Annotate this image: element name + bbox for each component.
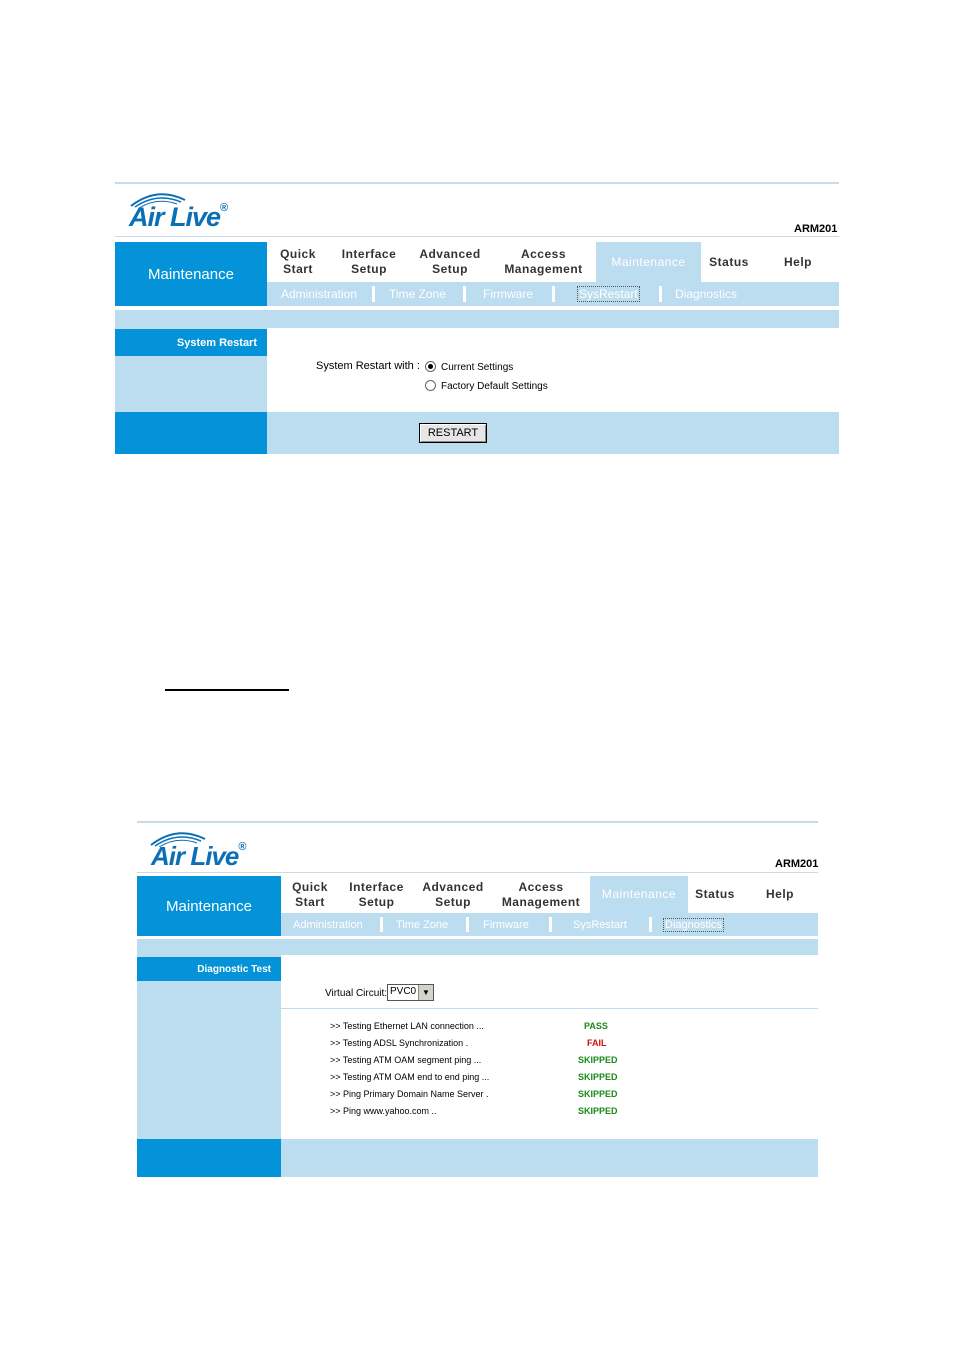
chevron-down-icon: ▼ <box>418 985 433 1000</box>
spacer-band <box>115 310 839 328</box>
radio-current-settings[interactable] <box>425 361 436 372</box>
nav-quick-start[interactable]: Quick Start <box>280 247 316 276</box>
model-name: ARM201 <box>794 223 838 235</box>
top-border <box>115 182 839 184</box>
header-divider <box>115 236 839 237</box>
nav-access-management[interactable]: Access Management <box>504 247 583 276</box>
subnav-diagnostics[interactable]: Diagnostics <box>675 287 738 301</box>
subnav-firmware[interactable]: Firmware <box>483 287 533 301</box>
test-result: SKIPPED <box>578 1106 618 1116</box>
test-name: >> Ping www.yahoo.com .. <box>330 1106 437 1116</box>
test-name: >> Testing ATM OAM segment ping ... <box>330 1055 482 1065</box>
subnav-divider <box>552 286 555 302</box>
test-name: >> Testing ATM OAM end to end ping ... <box>330 1072 490 1082</box>
test-result: PASS <box>584 1021 608 1031</box>
subnav-administration[interactable]: Administration <box>293 918 363 931</box>
subnav-diagnostics[interactable]: Diagnostics <box>665 918 722 931</box>
nav-help[interactable]: Help <box>765 887 794 901</box>
virtual-circuit-select[interactable] <box>387 984 434 1001</box>
subnav-divider <box>380 917 383 932</box>
nav-advanced-setup[interactable]: Advanced Setup <box>419 247 481 276</box>
results-divider <box>281 1008 818 1009</box>
option-current-settings: Current Settings <box>441 362 514 373</box>
subnav-sysrestart[interactable]: SysRestart <box>579 287 638 301</box>
subnav-divider <box>659 286 662 302</box>
footer-band <box>281 1139 818 1177</box>
registered-mark: ® <box>220 202 228 214</box>
nav-status[interactable]: Status <box>695 887 735 901</box>
nav-status[interactable]: Status <box>709 254 749 269</box>
test-name: >> Testing ADSL Synchronization . <box>330 1038 469 1048</box>
diagnostics-screenshot <box>137 821 818 1177</box>
test-result: SKIPPED <box>578 1055 618 1065</box>
section-title: Maintenance <box>137 876 281 936</box>
subnav-divider <box>466 917 469 932</box>
subnav-divider <box>549 917 552 932</box>
sub-nav <box>267 282 839 306</box>
option-factory-default: Factory Default Settings <box>441 381 548 392</box>
subnav-divider <box>649 917 652 932</box>
restart-button[interactable]: RESTART <box>419 423 487 443</box>
left-footer <box>115 412 267 454</box>
subnav-sysrestart[interactable]: SysRestart <box>573 918 627 931</box>
nav-maintenance[interactable]: Maintenance <box>590 876 688 913</box>
nav-access-management[interactable]: Access Management <box>501 879 581 909</box>
virtual-circuit-label: Virtual Circuit: <box>325 988 388 999</box>
left-footer <box>137 1139 281 1177</box>
subnav-divider <box>463 286 466 302</box>
restart-prompt: System Restart with : <box>316 360 420 372</box>
test-result: SKIPPED <box>578 1072 618 1082</box>
header-divider <box>137 872 818 873</box>
nav-help[interactable]: Help <box>783 254 812 269</box>
nav-interface-setup[interactable]: Interface Setup <box>349 879 404 909</box>
model-name: ARM201 <box>775 858 819 870</box>
test-result: SKIPPED <box>578 1089 618 1099</box>
restart-screenshot <box>115 182 839 454</box>
spacer-band <box>137 939 818 955</box>
subnav-firmware[interactable]: Firmware <box>483 918 529 931</box>
logo-text: Air Live <box>129 202 221 232</box>
virtual-circuit-value: PVC0 <box>390 986 417 997</box>
section-title: Maintenance <box>115 242 267 306</box>
heading-underline <box>165 689 289 691</box>
top-border <box>137 821 818 823</box>
test-name: >> Ping Primary Domain Name Server . <box>330 1089 489 1099</box>
main-nav <box>267 242 839 282</box>
section-label: Diagnostic Test <box>137 957 281 981</box>
airlive-logo <box>147 829 297 873</box>
nav-quick-start[interactable]: Quick Start <box>292 879 328 909</box>
logo-text: Air Live <box>151 841 239 871</box>
subnav-divider <box>372 286 375 302</box>
nav-maintenance[interactable]: Maintenance <box>596 242 701 282</box>
subnav-time-zone[interactable]: Time Zone <box>396 918 449 931</box>
footer-band <box>267 412 839 454</box>
left-column <box>137 955 281 1139</box>
section-label: System Restart <box>115 329 267 356</box>
registered-mark: ® <box>238 841 246 853</box>
airlive-logo <box>127 190 277 234</box>
test-result: FAIL <box>587 1038 607 1048</box>
main-nav <box>281 876 818 913</box>
sub-nav <box>281 913 818 936</box>
subnav-administration[interactable]: Administration <box>281 287 358 301</box>
subnav-time-zone[interactable]: Time Zone <box>389 287 446 301</box>
radio-factory-default[interactable] <box>425 380 436 391</box>
nav-interface-setup[interactable]: Interface Setup <box>341 247 397 276</box>
test-name: >> Testing Ethernet LAN connection ... <box>330 1021 484 1031</box>
nav-advanced-setup[interactable]: Advanced Setup <box>422 879 484 909</box>
